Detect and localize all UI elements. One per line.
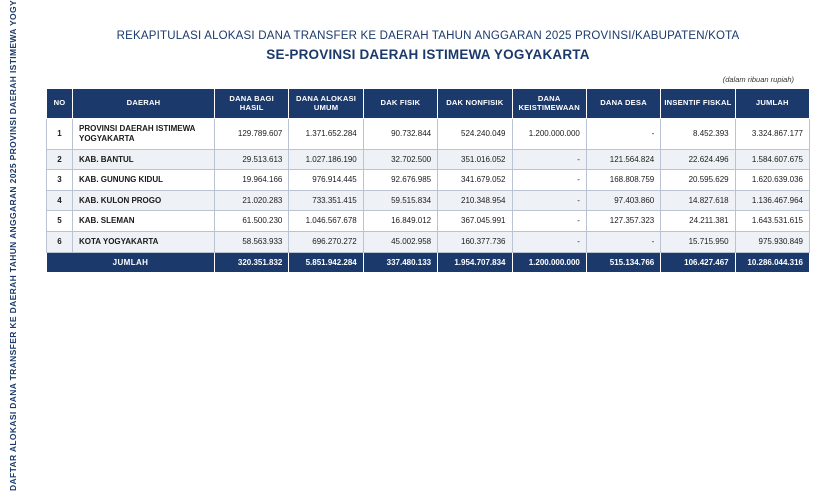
document-spine-label xyxy=(0,0,26,491)
cell-total-label: JUMLAH xyxy=(47,252,215,273)
cell-total-dana-desa: 515.134.766 xyxy=(586,252,660,273)
cell-dana-keistimewaan: - xyxy=(512,170,586,191)
table-body xyxy=(47,119,810,273)
table-total-row xyxy=(47,252,810,273)
table-row xyxy=(47,170,810,191)
cell-dana-keistimewaan: 1.200.000.000 xyxy=(512,119,586,149)
cell-dak-nonfisik: 524.240.049 xyxy=(438,119,512,149)
cell-total-dak-nonfisik: 1.954.707.834 xyxy=(438,252,512,273)
column-header-dana-bagi-hasil: DANA BAGI HASIL xyxy=(215,89,289,119)
cell-dak-fisik: 59.515.834 xyxy=(363,190,437,211)
cell-insentif-fiskal: 24.211.381 xyxy=(661,211,735,232)
table-row xyxy=(47,190,810,211)
cell-dana-keistimewaan: - xyxy=(512,232,586,253)
table-header-row xyxy=(47,89,810,119)
cell-dana-bagi-hasil: 29.513.613 xyxy=(215,149,289,170)
cell-jumlah: 1.584.607.675 xyxy=(735,149,809,170)
cell-insentif-fiskal: 8.452.393 xyxy=(661,119,735,149)
table-row xyxy=(47,211,810,232)
cell-dana-desa: - xyxy=(586,232,660,253)
cell-dak-fisik: 45.002.958 xyxy=(363,232,437,253)
cell-daerah: KAB. KULON PROGO xyxy=(73,190,215,211)
cell-dana-bagi-hasil: 129.789.607 xyxy=(215,119,289,149)
column-header-daerah: DAERAH xyxy=(73,89,215,119)
column-header-jumlah: JUMLAH xyxy=(735,89,809,119)
cell-total-dana-bagi-hasil: 320.351.832 xyxy=(215,252,289,273)
cell-dak-nonfisik: 341.679.052 xyxy=(438,170,512,191)
cell-dana-alokasi-umum: 733.351.415 xyxy=(289,190,363,211)
page-title-line2: SE-PROVINSI DAERAH ISTIMEWA YOGYAKARTA xyxy=(266,47,590,62)
cell-dana-bagi-hasil: 61.500.230 xyxy=(215,211,289,232)
cell-dana-desa: 97.403.860 xyxy=(586,190,660,211)
cell-daerah: KAB. GUNUNG KIDUL xyxy=(73,170,215,191)
cell-dana-keistimewaan: - xyxy=(512,190,586,211)
table-row xyxy=(47,149,810,170)
cell-no: 6 xyxy=(47,232,73,253)
cell-dak-fisik: 90.732.844 xyxy=(363,119,437,149)
cell-daerah: KOTA YOGYAKARTA xyxy=(73,232,215,253)
cell-jumlah: 3.324.867.177 xyxy=(735,119,809,149)
table-header xyxy=(47,89,810,119)
cell-total-dak-fisik: 337.480.133 xyxy=(363,252,437,273)
cell-dak-nonfisik: 210.348.954 xyxy=(438,190,512,211)
cell-insentif-fiskal: 20.595.629 xyxy=(661,170,735,191)
cell-jumlah: 1.620.639.036 xyxy=(735,170,809,191)
cell-dana-desa: 127.357.323 xyxy=(586,211,660,232)
cell-dak-fisik: 32.702.500 xyxy=(363,149,437,170)
cell-dana-keistimewaan: - xyxy=(512,149,586,170)
cell-no: 3 xyxy=(47,170,73,191)
column-header-dana-desa: DANA DESA xyxy=(586,89,660,119)
column-header-no: NO xyxy=(47,89,73,119)
column-header-insentif-fiskal: INSENTIF FISKAL xyxy=(661,89,735,119)
cell-jumlah: 1.643.531.615 xyxy=(735,211,809,232)
cell-dana-desa: 168.808.759 xyxy=(586,170,660,191)
cell-total-insentif-fiskal: 106.427.467 xyxy=(661,252,735,273)
recap-table xyxy=(46,88,810,273)
cell-dak-fisik: 16.849.012 xyxy=(363,211,437,232)
cell-daerah: PROVINSI DAERAH ISTIMEWA YOGYAKARTA xyxy=(73,119,215,149)
cell-jumlah: 1.136.467.964 xyxy=(735,190,809,211)
column-header-dana-keistimewaan: DANA KEISTIMEWAAN xyxy=(512,89,586,119)
document-page xyxy=(26,0,830,466)
cell-dana-alokasi-umum: 1.027.186.190 xyxy=(289,149,363,170)
cell-total-dana-keistimewaan: 1.200.000.000 xyxy=(512,252,586,273)
cell-dak-nonfisik: 351.016.052 xyxy=(438,149,512,170)
cell-dana-bagi-hasil: 58.563.933 xyxy=(215,232,289,253)
cell-total-jumlah: 10.286.044.316 xyxy=(735,252,809,273)
spine-text: DAFTAR ALOKASI DANA TRANSFER KE DAERAH TAHUN ANGGARAN 2025 PROVINSI DAERAH ISTIMEWA YOGY xyxy=(8,0,18,491)
table-row xyxy=(47,119,810,149)
table-row xyxy=(47,232,810,253)
column-header-dak-fisik: DAK FISIK xyxy=(363,89,437,119)
cell-jumlah: 975.930.849 xyxy=(735,232,809,253)
cell-dana-alokasi-umum: 976.914.445 xyxy=(289,170,363,191)
cell-dak-fisik: 92.676.985 xyxy=(363,170,437,191)
cell-total-dana-alokasi-umum: 5.851.942.284 xyxy=(289,252,363,273)
cell-dana-desa: 121.564.824 xyxy=(586,149,660,170)
cell-no: 4 xyxy=(47,190,73,211)
cell-dak-nonfisik: 160.377.736 xyxy=(438,232,512,253)
column-header-dak-nonfisik: DAK NONFISIK xyxy=(438,89,512,119)
cell-no: 1 xyxy=(47,119,73,149)
cell-no: 2 xyxy=(47,149,73,170)
page-title-line1: REKAPITULASI ALOKASI DANA TRANSFER KE DAERAH TAHUN ANGGARAN 2025 PROVINSI/KABUPATEN/KOTA xyxy=(116,30,740,42)
recap-table-wrapper xyxy=(46,88,810,273)
cell-insentif-fiskal: 22.624.496 xyxy=(661,149,735,170)
cell-dana-keistimewaan: - xyxy=(512,211,586,232)
title-block xyxy=(26,0,830,62)
cell-dana-alokasi-umum: 1.046.567.678 xyxy=(289,211,363,232)
cell-insentif-fiskal: 15.715.950 xyxy=(661,232,735,253)
cell-no: 5 xyxy=(47,211,73,232)
cell-daerah: KAB. BANTUL xyxy=(73,149,215,170)
column-header-dana-alokasi-umum: DANA ALOKASI UMUM xyxy=(289,89,363,119)
cell-dana-bagi-hasil: 21.020.283 xyxy=(215,190,289,211)
cell-dana-alokasi-umum: 696.270.272 xyxy=(289,232,363,253)
cell-dana-desa: - xyxy=(586,119,660,149)
cell-dana-alokasi-umum: 1.371.652.284 xyxy=(289,119,363,149)
cell-dana-bagi-hasil: 19.964.166 xyxy=(215,170,289,191)
cell-daerah: KAB. SLEMAN xyxy=(73,211,215,232)
unit-note: (dalam ribuan rupiah) xyxy=(722,75,794,84)
cell-insentif-fiskal: 14.827.618 xyxy=(661,190,735,211)
cell-dak-nonfisik: 367.045.991 xyxy=(438,211,512,232)
